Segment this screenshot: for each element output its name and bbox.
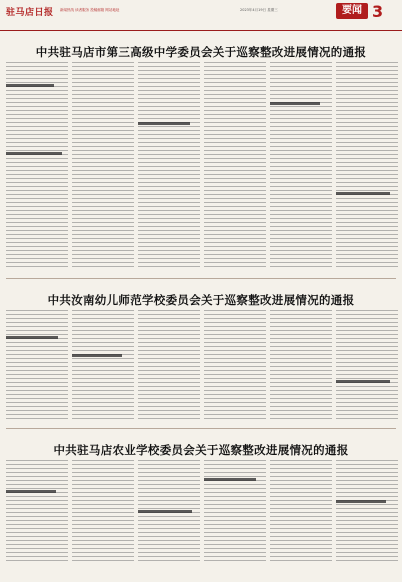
article-divider xyxy=(6,428,396,429)
paragraph-heading xyxy=(72,354,122,357)
paragraph-heading xyxy=(138,122,190,125)
text-column xyxy=(72,62,134,268)
article-divider xyxy=(6,278,396,279)
paragraph-heading xyxy=(270,102,320,105)
text-column xyxy=(6,460,68,564)
article-3-body xyxy=(6,460,396,564)
text-column xyxy=(270,310,332,420)
text-column xyxy=(270,62,332,268)
paragraph-heading xyxy=(336,192,390,195)
paragraph-heading xyxy=(138,510,192,513)
text-column xyxy=(6,310,68,420)
issue-date: 2023年4月19日 星期三 xyxy=(240,8,278,12)
text-column xyxy=(72,460,134,564)
paragraph-heading xyxy=(336,380,390,383)
text-column xyxy=(138,310,200,420)
text-column xyxy=(270,460,332,564)
article-2-body xyxy=(6,310,396,420)
paragraph-heading xyxy=(336,500,386,503)
text-column xyxy=(204,62,266,268)
paragraph-heading xyxy=(6,490,56,493)
article-1-body xyxy=(6,62,396,268)
page-number: 3 xyxy=(372,2,384,21)
masthead-links: 新闻热线 读者服务 投稿邮箱 网站地址 xyxy=(60,8,120,12)
paragraph-heading xyxy=(6,152,62,155)
section-badge: 要闻 xyxy=(336,3,368,19)
article-1-headline: 中共驻马店市第三高级中学委员会关于巡察整改进展情况的通报 xyxy=(35,45,367,59)
article-2-headline: 中共汝南幼儿师范学校委员会关于巡察整改进展情况的通报 xyxy=(47,293,355,307)
text-column xyxy=(72,310,134,420)
text-column xyxy=(336,460,398,564)
text-column xyxy=(204,460,266,564)
paragraph-heading xyxy=(204,478,256,481)
paragraph-heading xyxy=(6,336,58,339)
text-column xyxy=(336,310,398,420)
text-column xyxy=(204,310,266,420)
paper-name: 驻马店日报 xyxy=(6,8,54,18)
masthead xyxy=(0,0,402,31)
text-column xyxy=(138,62,200,268)
paragraph-heading xyxy=(6,84,54,87)
text-column xyxy=(6,62,68,268)
text-column xyxy=(336,62,398,268)
article-3-headline: 中共驻马店农业学校委员会关于巡察整改进展情况的通报 xyxy=(53,443,349,457)
